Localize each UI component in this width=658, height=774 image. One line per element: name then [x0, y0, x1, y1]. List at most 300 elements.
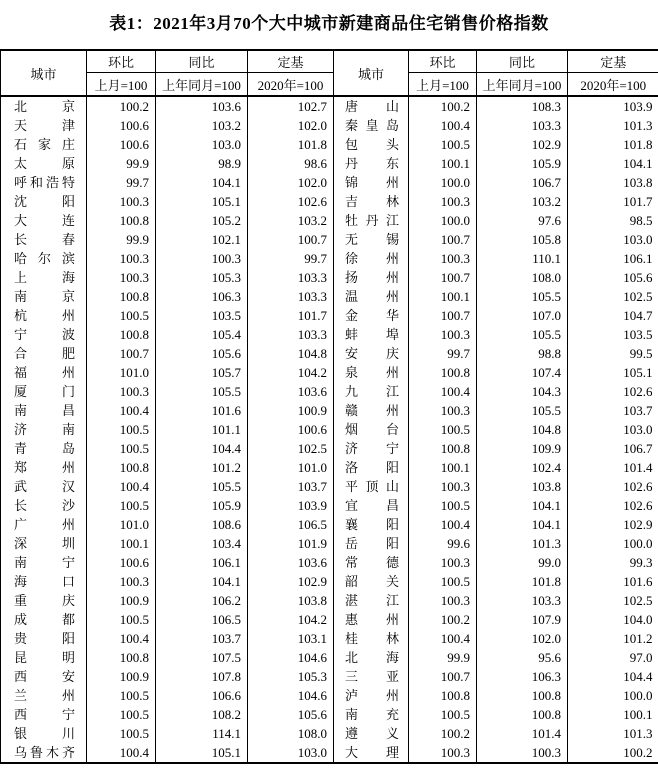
yoy-value: 102.4	[477, 458, 568, 477]
city-name: 三 亚	[334, 667, 409, 686]
fixed-value: 104.6	[248, 648, 334, 667]
city-name: 宜 昌	[334, 496, 409, 515]
city-name: 银 川	[1, 724, 87, 743]
fixed-value: 103.5	[568, 325, 658, 344]
mom-value: 100.8	[87, 325, 156, 344]
fixed-value: 101.8	[248, 135, 334, 154]
table-row	[1, 306, 658, 325]
city-name: 牡 丹 江	[334, 211, 409, 230]
city-name: 贵 阳	[1, 629, 87, 648]
mom-value: 100.5	[409, 420, 477, 439]
yoy-value: 98.8	[477, 344, 568, 363]
city-name: 深 圳	[1, 534, 87, 553]
mom-value: 100.1	[409, 154, 477, 173]
yoy-value: 105.1	[156, 192, 248, 211]
fixed-value: 103.9	[568, 96, 658, 116]
fixed-value: 101.3	[568, 724, 658, 743]
yoy-value: 106.3	[477, 667, 568, 686]
city-name: 重 庆	[1, 591, 87, 610]
table-row	[1, 211, 658, 230]
yoy-value: 104.1	[156, 173, 248, 192]
fixed-value: 101.9	[248, 534, 334, 553]
fixed-value: 103.0	[248, 743, 334, 763]
mom-value: 101.0	[87, 363, 156, 382]
yoy-value: 105.9	[156, 496, 248, 515]
table-row	[1, 553, 658, 572]
yoy-value: 105.6	[156, 344, 248, 363]
table-row	[1, 382, 658, 401]
table-row	[1, 173, 658, 192]
city-name: 杭 州	[1, 306, 87, 325]
yoy-value: 108.2	[156, 705, 248, 724]
table-row	[1, 116, 658, 135]
yoy-value: 105.2	[156, 211, 248, 230]
city-name: 温 州	[334, 287, 409, 306]
fixed-value: 99.3	[568, 553, 658, 572]
mom-value: 100.3	[409, 591, 477, 610]
mom-value: 100.3	[409, 477, 477, 496]
mom-value: 100.0	[409, 173, 477, 192]
table-row	[1, 192, 658, 211]
fixed-value: 103.6	[248, 382, 334, 401]
fixed-value: 108.0	[248, 724, 334, 743]
mom-value: 100.4	[409, 629, 477, 648]
city-name: 海 口	[1, 572, 87, 591]
yoy-value: 105.9	[477, 154, 568, 173]
city-name: 广 州	[1, 515, 87, 534]
fixed-value: 104.2	[248, 363, 334, 382]
city-name: 遵 义	[334, 724, 409, 743]
mom-value: 100.9	[87, 667, 156, 686]
fixed-value: 97.0	[568, 648, 658, 667]
table-row	[1, 515, 658, 534]
fixed-value: 101.6	[568, 572, 658, 591]
yoy-value: 105.5	[156, 382, 248, 401]
yoy-value: 101.3	[477, 534, 568, 553]
fixed-value: 103.9	[248, 496, 334, 515]
city-name: 成 都	[1, 610, 87, 629]
yoy-value: 106.2	[156, 591, 248, 610]
fixed-value: 103.8	[568, 173, 658, 192]
yoy-value: 101.4	[477, 724, 568, 743]
mom-value: 100.8	[87, 287, 156, 306]
yoy-value: 107.8	[156, 667, 248, 686]
header-mom-base-right: 上月=100	[409, 73, 477, 97]
fixed-value: 100.6	[248, 420, 334, 439]
yoy-value: 103.5	[156, 306, 248, 325]
table-row	[1, 287, 658, 306]
city-name: 兰 州	[1, 686, 87, 705]
fixed-value: 102.0	[248, 173, 334, 192]
table-row	[1, 496, 658, 515]
yoy-value: 103.6	[156, 96, 248, 116]
mom-value: 100.8	[87, 211, 156, 230]
mom-value: 100.7	[87, 344, 156, 363]
fixed-value: 102.6	[568, 496, 658, 515]
fixed-value: 102.0	[248, 116, 334, 135]
fixed-value: 100.7	[248, 230, 334, 249]
yoy-value: 107.0	[477, 306, 568, 325]
yoy-value: 105.5	[477, 401, 568, 420]
yoy-value: 107.4	[477, 363, 568, 382]
fixed-value: 105.1	[568, 363, 658, 382]
city-name: 哈 尔 滨	[1, 249, 87, 268]
fixed-value: 103.0	[568, 420, 658, 439]
yoy-value: 101.8	[477, 572, 568, 591]
mom-value: 100.5	[87, 420, 156, 439]
city-name: 长 春	[1, 230, 87, 249]
city-name: 昆 明	[1, 648, 87, 667]
city-name: 济 宁	[334, 439, 409, 458]
city-name: 惠 州	[334, 610, 409, 629]
yoy-value: 100.8	[477, 686, 568, 705]
table-row	[1, 686, 658, 705]
mom-value: 100.3	[87, 249, 156, 268]
mom-value: 100.8	[409, 363, 477, 382]
table-row	[1, 705, 658, 724]
mom-value: 100.5	[87, 724, 156, 743]
fixed-value: 103.3	[248, 268, 334, 287]
city-name: 泉 州	[334, 363, 409, 382]
city-name: 常 德	[334, 553, 409, 572]
mom-value: 100.8	[87, 458, 156, 477]
mom-value: 100.3	[409, 553, 477, 572]
mom-value: 100.3	[409, 401, 477, 420]
yoy-value: 103.3	[477, 591, 568, 610]
mom-value: 100.3	[409, 325, 477, 344]
fixed-value: 106.5	[248, 515, 334, 534]
fixed-value: 104.4	[568, 667, 658, 686]
city-name: 宁 波	[1, 325, 87, 344]
mom-value: 100.8	[409, 439, 477, 458]
mom-value: 100.7	[409, 306, 477, 325]
yoy-value: 102.1	[156, 230, 248, 249]
yoy-value: 103.3	[477, 116, 568, 135]
fixed-value: 106.1	[568, 249, 658, 268]
header-fixed-base-right: 2020年=100	[568, 73, 658, 97]
city-name: 赣 州	[334, 401, 409, 420]
mom-value: 100.5	[87, 686, 156, 705]
yoy-value: 103.7	[156, 629, 248, 648]
header-yoy-base-right: 上年同月=100	[477, 73, 568, 97]
table-row	[1, 743, 658, 763]
yoy-value: 114.1	[156, 724, 248, 743]
fixed-value: 100.0	[568, 534, 658, 553]
yoy-value: 100.3	[156, 249, 248, 268]
fixed-value: 103.3	[248, 325, 334, 344]
fixed-value: 101.7	[568, 192, 658, 211]
page-title: 表1：2021年3月70个大中城市新建商品住宅销售价格指数	[109, 14, 549, 33]
yoy-value: 107.9	[477, 610, 568, 629]
mom-value: 100.3	[87, 382, 156, 401]
city-name: 乌 鲁 木 齐	[1, 743, 87, 763]
city-name: 大 连	[1, 211, 87, 230]
fixed-value: 102.5	[248, 439, 334, 458]
mom-value: 100.6	[87, 553, 156, 572]
fixed-value: 100.0	[568, 686, 658, 705]
table-row	[1, 534, 658, 553]
fixed-value: 101.0	[248, 458, 334, 477]
mom-value: 100.7	[409, 268, 477, 287]
city-name: 合 肥	[1, 344, 87, 363]
city-name: 岳 阳	[334, 534, 409, 553]
fixed-value: 104.8	[248, 344, 334, 363]
header-fixed-left: 定基	[248, 50, 334, 73]
yoy-value: 99.0	[477, 553, 568, 572]
yoy-value: 109.9	[477, 439, 568, 458]
table-row	[1, 230, 658, 249]
yoy-value: 104.1	[477, 515, 568, 534]
mom-value: 100.5	[87, 306, 156, 325]
city-name: 西 宁	[1, 705, 87, 724]
fixed-value: 102.5	[568, 591, 658, 610]
fixed-value: 103.7	[568, 401, 658, 420]
city-name: 沈 阳	[1, 192, 87, 211]
table-row	[1, 325, 658, 344]
city-name: 吉 林	[334, 192, 409, 211]
mom-value: 100.5	[409, 705, 477, 724]
city-name: 包 头	[334, 135, 409, 154]
table-row	[1, 458, 658, 477]
price-index-table	[0, 49, 658, 764]
table-row	[1, 629, 658, 648]
table-row	[1, 401, 658, 420]
fixed-value: 102.5	[568, 287, 658, 306]
mom-value: 100.5	[409, 135, 477, 154]
fixed-value: 102.6	[568, 477, 658, 496]
city-name: 北 海	[334, 648, 409, 667]
table-row	[1, 572, 658, 591]
header-city-left: 城市	[1, 50, 87, 96]
city-name: 福 州	[1, 363, 87, 382]
mom-value: 100.2	[409, 610, 477, 629]
fixed-value: 102.6	[568, 382, 658, 401]
mom-value: 100.9	[87, 591, 156, 610]
city-name: 长 沙	[1, 496, 87, 515]
yoy-value: 107.5	[156, 648, 248, 667]
fixed-value: 104.2	[248, 610, 334, 629]
city-name: 济 南	[1, 420, 87, 439]
mom-value: 100.5	[409, 496, 477, 515]
mom-value: 100.7	[409, 230, 477, 249]
table-row	[1, 648, 658, 667]
mom-value: 100.2	[87, 96, 156, 116]
city-name: 徐 州	[334, 249, 409, 268]
city-name: 安 庆	[334, 344, 409, 363]
yoy-value: 103.4	[156, 534, 248, 553]
yoy-value: 105.3	[156, 268, 248, 287]
mom-value: 100.8	[87, 648, 156, 667]
mom-value: 100.4	[87, 477, 156, 496]
yoy-value: 104.1	[156, 572, 248, 591]
yoy-value: 106.6	[156, 686, 248, 705]
city-name: 唐 山	[334, 96, 409, 116]
mom-value: 100.1	[409, 287, 477, 306]
header-yoy-base-left: 上年同月=100	[156, 73, 248, 97]
mom-value: 100.2	[409, 724, 477, 743]
fixed-value: 103.3	[248, 287, 334, 306]
mom-value: 100.1	[87, 534, 156, 553]
header-mom-right: 环比	[409, 50, 477, 73]
fixed-value: 100.1	[568, 705, 658, 724]
city-name: 石 家 庄	[1, 135, 87, 154]
yoy-value: 108.0	[477, 268, 568, 287]
yoy-value: 106.7	[477, 173, 568, 192]
table-row	[1, 363, 658, 382]
city-name: 南 宁	[1, 553, 87, 572]
city-name: 无 锡	[334, 230, 409, 249]
yoy-value: 103.2	[477, 192, 568, 211]
fixed-value: 103.1	[248, 629, 334, 648]
table-row	[1, 477, 658, 496]
mom-value: 100.3	[87, 192, 156, 211]
table-row	[1, 96, 658, 116]
yoy-value: 100.3	[477, 743, 568, 763]
fixed-value: 104.1	[568, 154, 658, 173]
mom-value: 100.8	[409, 686, 477, 705]
table-row	[1, 344, 658, 363]
fixed-value: 103.2	[248, 211, 334, 230]
yoy-value: 105.7	[156, 363, 248, 382]
city-name: 西 安	[1, 667, 87, 686]
fixed-value: 102.9	[248, 572, 334, 591]
fixed-value: 106.7	[568, 439, 658, 458]
fixed-value: 101.7	[248, 306, 334, 325]
yoy-value: 108.3	[477, 96, 568, 116]
mom-value: 99.6	[409, 534, 477, 553]
fixed-value: 101.2	[568, 629, 658, 648]
city-name: 韶 关	[334, 572, 409, 591]
fixed-value: 100.9	[248, 401, 334, 420]
yoy-value: 102.9	[477, 135, 568, 154]
table-row	[1, 667, 658, 686]
header-fixed-right: 定基	[568, 50, 658, 73]
header-mom-left: 环比	[87, 50, 156, 73]
yoy-value: 100.8	[477, 705, 568, 724]
mom-value: 100.5	[87, 705, 156, 724]
table-body	[1, 96, 658, 763]
yoy-value: 105.8	[477, 230, 568, 249]
yoy-value: 106.5	[156, 610, 248, 629]
header-city-right: 城市	[334, 50, 409, 96]
mom-value: 100.3	[409, 743, 477, 763]
fixed-value: 103.6	[248, 553, 334, 572]
mom-value: 100.6	[87, 116, 156, 135]
mom-value: 100.4	[87, 401, 156, 420]
fixed-value: 102.9	[568, 515, 658, 534]
yoy-value: 101.1	[156, 420, 248, 439]
city-name: 武 汉	[1, 477, 87, 496]
mom-value: 100.5	[87, 496, 156, 515]
city-name: 天 津	[1, 116, 87, 135]
yoy-value: 101.6	[156, 401, 248, 420]
yoy-value: 105.1	[156, 743, 248, 763]
city-name: 南 充	[334, 705, 409, 724]
yoy-value: 105.5	[477, 325, 568, 344]
city-name: 襄 阳	[334, 515, 409, 534]
yoy-value: 104.3	[477, 382, 568, 401]
table-row	[1, 135, 658, 154]
city-name: 北 京	[1, 96, 87, 116]
yoy-value: 105.5	[477, 287, 568, 306]
mom-value: 100.1	[409, 458, 477, 477]
city-name: 锦 州	[334, 173, 409, 192]
yoy-value: 106.1	[156, 553, 248, 572]
fixed-value: 105.6	[248, 705, 334, 724]
fixed-value: 104.7	[568, 306, 658, 325]
yoy-value: 98.9	[156, 154, 248, 173]
mom-value: 99.7	[87, 173, 156, 192]
mom-value: 100.2	[409, 96, 477, 116]
mom-value: 101.0	[87, 515, 156, 534]
table-row	[1, 249, 658, 268]
mom-value: 100.6	[87, 135, 156, 154]
table-row	[1, 420, 658, 439]
city-name: 呼 和 浩 特	[1, 173, 87, 192]
header-yoy-left: 同比	[156, 50, 248, 73]
city-name: 上 海	[1, 268, 87, 287]
city-name: 南 昌	[1, 401, 87, 420]
fixed-value: 101.8	[568, 135, 658, 154]
mom-value: 100.3	[87, 572, 156, 591]
mom-value: 100.5	[409, 572, 477, 591]
mom-value: 100.7	[409, 667, 477, 686]
city-name: 秦 皇 岛	[334, 116, 409, 135]
fixed-value: 103.8	[248, 591, 334, 610]
fixed-value: 98.5	[568, 211, 658, 230]
city-name: 泸 州	[334, 686, 409, 705]
table-row	[1, 268, 658, 287]
mom-value: 100.4	[409, 382, 477, 401]
city-name: 蚌 埠	[334, 325, 409, 344]
city-name: 平 顶 山	[334, 477, 409, 496]
city-name: 湛 江	[334, 591, 409, 610]
fixed-value: 105.3	[248, 667, 334, 686]
mom-value: 99.7	[409, 344, 477, 363]
yoy-value: 103.2	[156, 116, 248, 135]
yoy-value: 103.0	[156, 135, 248, 154]
fixed-value: 99.5	[568, 344, 658, 363]
fixed-value: 103.0	[568, 230, 658, 249]
fixed-value: 101.3	[568, 116, 658, 135]
mom-value: 100.4	[87, 743, 156, 763]
mom-value: 100.3	[409, 192, 477, 211]
fixed-value: 103.7	[248, 477, 334, 496]
table-row	[1, 154, 658, 173]
mom-value: 100.5	[87, 439, 156, 458]
mom-value: 100.5	[87, 610, 156, 629]
city-name: 青 岛	[1, 439, 87, 458]
yoy-value: 102.0	[477, 629, 568, 648]
city-name: 金 华	[334, 306, 409, 325]
yoy-value: 105.5	[156, 477, 248, 496]
mom-value: 100.3	[87, 268, 156, 287]
mom-value: 100.3	[409, 249, 477, 268]
yoy-value: 106.3	[156, 287, 248, 306]
mom-value: 99.9	[87, 230, 156, 249]
fixed-value: 98.6	[248, 154, 334, 173]
city-name: 烟 台	[334, 420, 409, 439]
yoy-value: 108.6	[156, 515, 248, 534]
mom-value: 100.4	[409, 515, 477, 534]
fixed-value: 105.6	[568, 268, 658, 287]
yoy-value: 97.6	[477, 211, 568, 230]
city-name: 南 京	[1, 287, 87, 306]
yoy-value: 95.6	[477, 648, 568, 667]
city-name: 桂 林	[334, 629, 409, 648]
fixed-value: 99.7	[248, 249, 334, 268]
table-row	[1, 724, 658, 743]
